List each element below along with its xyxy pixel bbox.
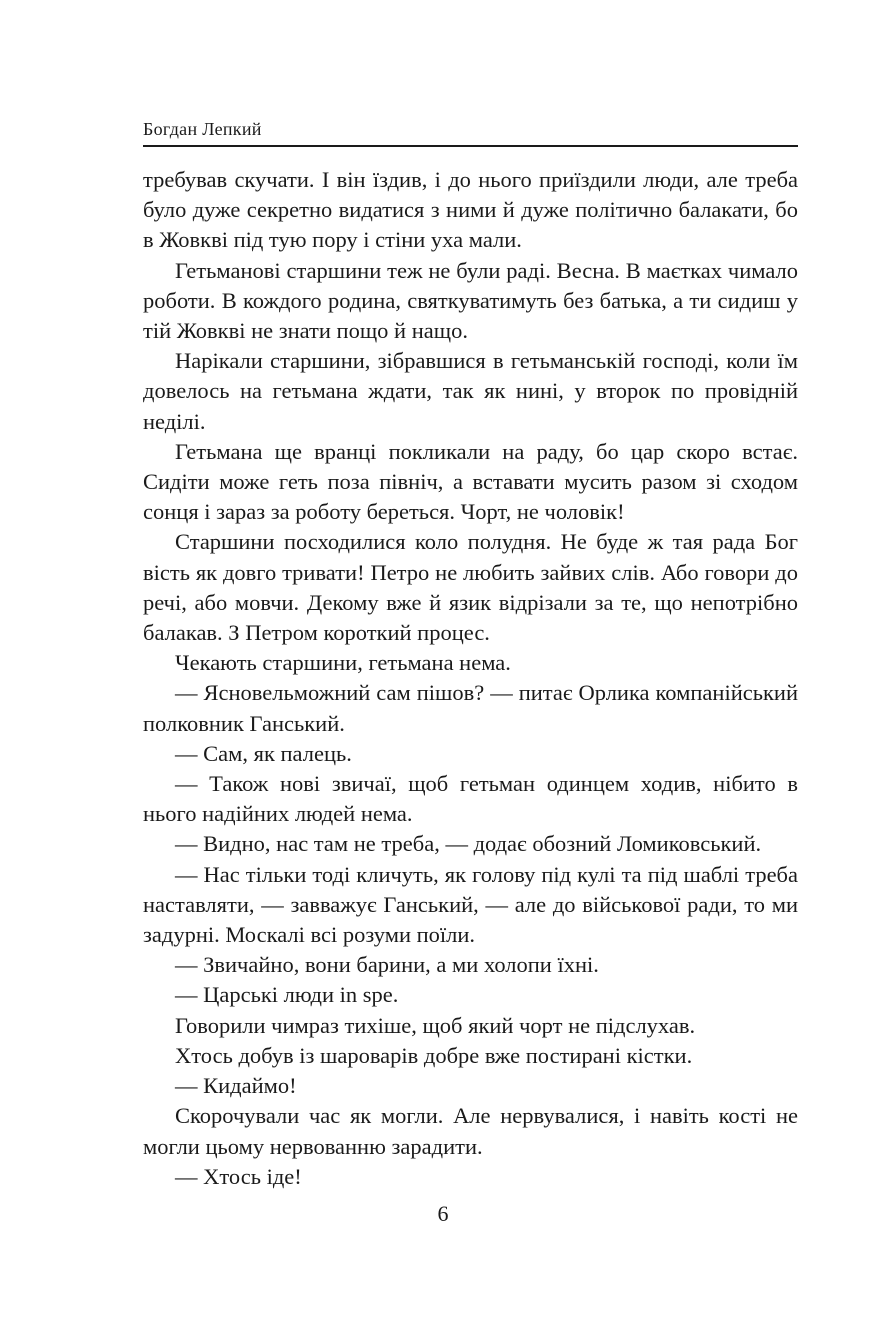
dialogue-line: — Царські люди in spe. [175, 982, 399, 1008]
paragraph: Нарікали старшини, зібравшися в гетьманській господі, коли їм довелось на гетьмана ждати, так як нині, у второк по провідній неділі. [143, 348, 798, 434]
dialogue-line: — Кидаймо! [175, 1073, 297, 1099]
paragraph: Гетьмана ще вранці покликали на раду, бо цар скоро встає. Сидіти може геть поза північ, а вставати мусить разом зі сходом сонця і зараз за роботу береться. Чорт, не чоловік! [143, 438, 798, 525]
dialogue-line: — Хтось іде! [175, 1163, 302, 1189]
dialogue-line: — Звичайно, вони барини, а ми холопи їхні. [175, 952, 599, 978]
paragraph: Гетьманові старшини теж не були раді. Весна. В маєтках чимало роботи. В кождого родина, святкуватимуть без батька, а ти сидиш у тій Жовкві не знати пощо й нащо. [143, 257, 798, 344]
page-number: 6 [437, 1201, 449, 1226]
running-header [143, 119, 798, 147]
paragraph: требував скучати. І він їздив, і до нього приїздили люди, але треба було дуже секретно видатися з ними й дуже політично балакати, бо в Жовкві під тую пору і стіни уха мали. [143, 167, 798, 253]
dialogue-line: — Також нові звичаї, щоб гетьман одинцем ходив, нібито в нього надійних людей нема. [143, 771, 798, 827]
paragraph: Хтось добув із шароварів добре вже постирані кістки. [175, 1042, 693, 1068]
text-body [143, 165, 798, 1192]
paragraph: Говорили чимраз тихіше, щоб який чорт не підслухав. [175, 1012, 696, 1038]
paragraph: Чекають старшини, гетьмана нема. [175, 650, 511, 676]
paragraph: Скорочували час як могли. Але нервувалися, і навіть кості не могли цьому нервованню зарадити. [143, 1103, 798, 1159]
dialogue-line: — Нас тільки тоді кличуть, як голову під кулі та під шаблі треба наставляти, — завважує Ганський, — але до військової ради, то ми задурні. Москалі всі розуми поїли. [143, 861, 798, 948]
running-title: Богдан Лепкий [143, 119, 262, 139]
dialogue-line: — Видно, нас там не треба, — додає обозний Ломиковський. [175, 831, 762, 857]
paragraph: Старшини посходилися коло полудня. Не буде ж тая рада Бог вість як довго тривати! Петро не любить зайвих слів. Або говори до речі, або мовчи. Декому вже й язик відрізали за те, що непотрібно балакав. З Петром короткий процес. [143, 529, 798, 646]
dialogue-line: — Ясновельможний сам пішов? — питає Орлика компанійський полковник Ганський. [143, 680, 798, 736]
dialogue-line: — Сам, як палець. [175, 740, 352, 766]
